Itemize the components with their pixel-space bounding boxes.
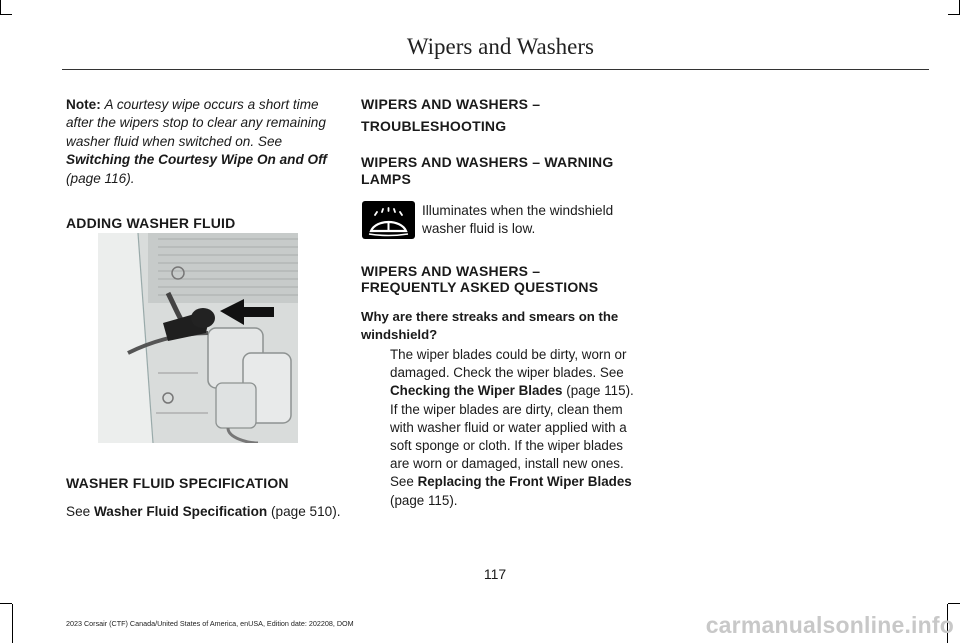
faq-answer-part1: The wiper blades could be dirty, worn or damaged. Check the wiper blades. See [390,347,627,381]
watermark: carmanualsonline.info [705,612,954,638]
troubleshooting-heading-line1: WIPERS AND WASHERS – [361,96,541,112]
footer-edition: 2023 Corsair (CTF) Canada/United States of America, enUSA, Edition date: 202208, DOM [66,619,354,628]
washer-fluid-spec-paragraph [66,503,346,521]
header-divider [62,69,929,70]
note-label: Note: [66,97,101,112]
crop-mark [948,14,960,15]
faq-answer-part3: (page 115). [390,492,458,508]
faq-question: Why are there streaks and smears on the windshield? [361,309,619,342]
warning-lamps-heading-line1: WIPERS AND WASHERS – WARNING [361,154,614,170]
crop-mark [12,604,13,643]
faq-heading-line2: FREQUENTLY ASKED QUESTIONS [361,279,599,295]
right-column [361,96,633,187]
warning-lamps-heading-line2: LAMPS [361,171,411,187]
faq-answer-part2: (page 115). If the wiper blades are dirty, clean them with washer fluid or water applied with a soft sponge or cloth. If the wiper blades are worn or damaged, install new ones. See [390,383,634,490]
crop-mark [948,603,960,604]
note-text: A courtesy wipe occurs a short time after the wipers stop to clear any remaining washer fluid when switched on. See [66,97,326,149]
page-number: 117 [483,566,507,582]
crop-mark [0,14,12,15]
spec-ref: (page 510). [270,504,341,519]
note-ref: (page 116). [66,170,135,186]
left-column [66,96,341,231]
crop-mark [0,0,1,14]
note-paragraph [66,96,341,188]
adding-washer-fluid-heading: ADDING WASHER FLUID [66,215,236,232]
page-title: Wipers and Washers [406,34,594,59]
washer-reservoir-photo [98,233,298,443]
washer-fluid-warning-icon [362,201,415,239]
faq-answer-link2[interactable]: Replacing the Front Wiper Blades [417,474,632,490]
note-link[interactable]: Switching the Courtesy Wipe On and Off [66,152,327,168]
spec-see: See [66,504,91,519]
faq-answer-link1[interactable]: Checking the Wiper Blades [390,383,563,399]
spec-link[interactable]: Washer Fluid Specification [93,504,268,519]
faq-answer [390,346,634,510]
faq-heading-line1: WIPERS AND WASHERS – [361,263,541,279]
washer-fluid-spec-heading: WASHER FLUID SPECIFICATION [66,475,289,491]
crop-mark [0,603,12,604]
troubleshooting-heading-line2: TROUBLESHOOTING [361,118,507,134]
warning-lamp-description: Illuminates when the windshield washer fluid is low. [422,203,614,237]
